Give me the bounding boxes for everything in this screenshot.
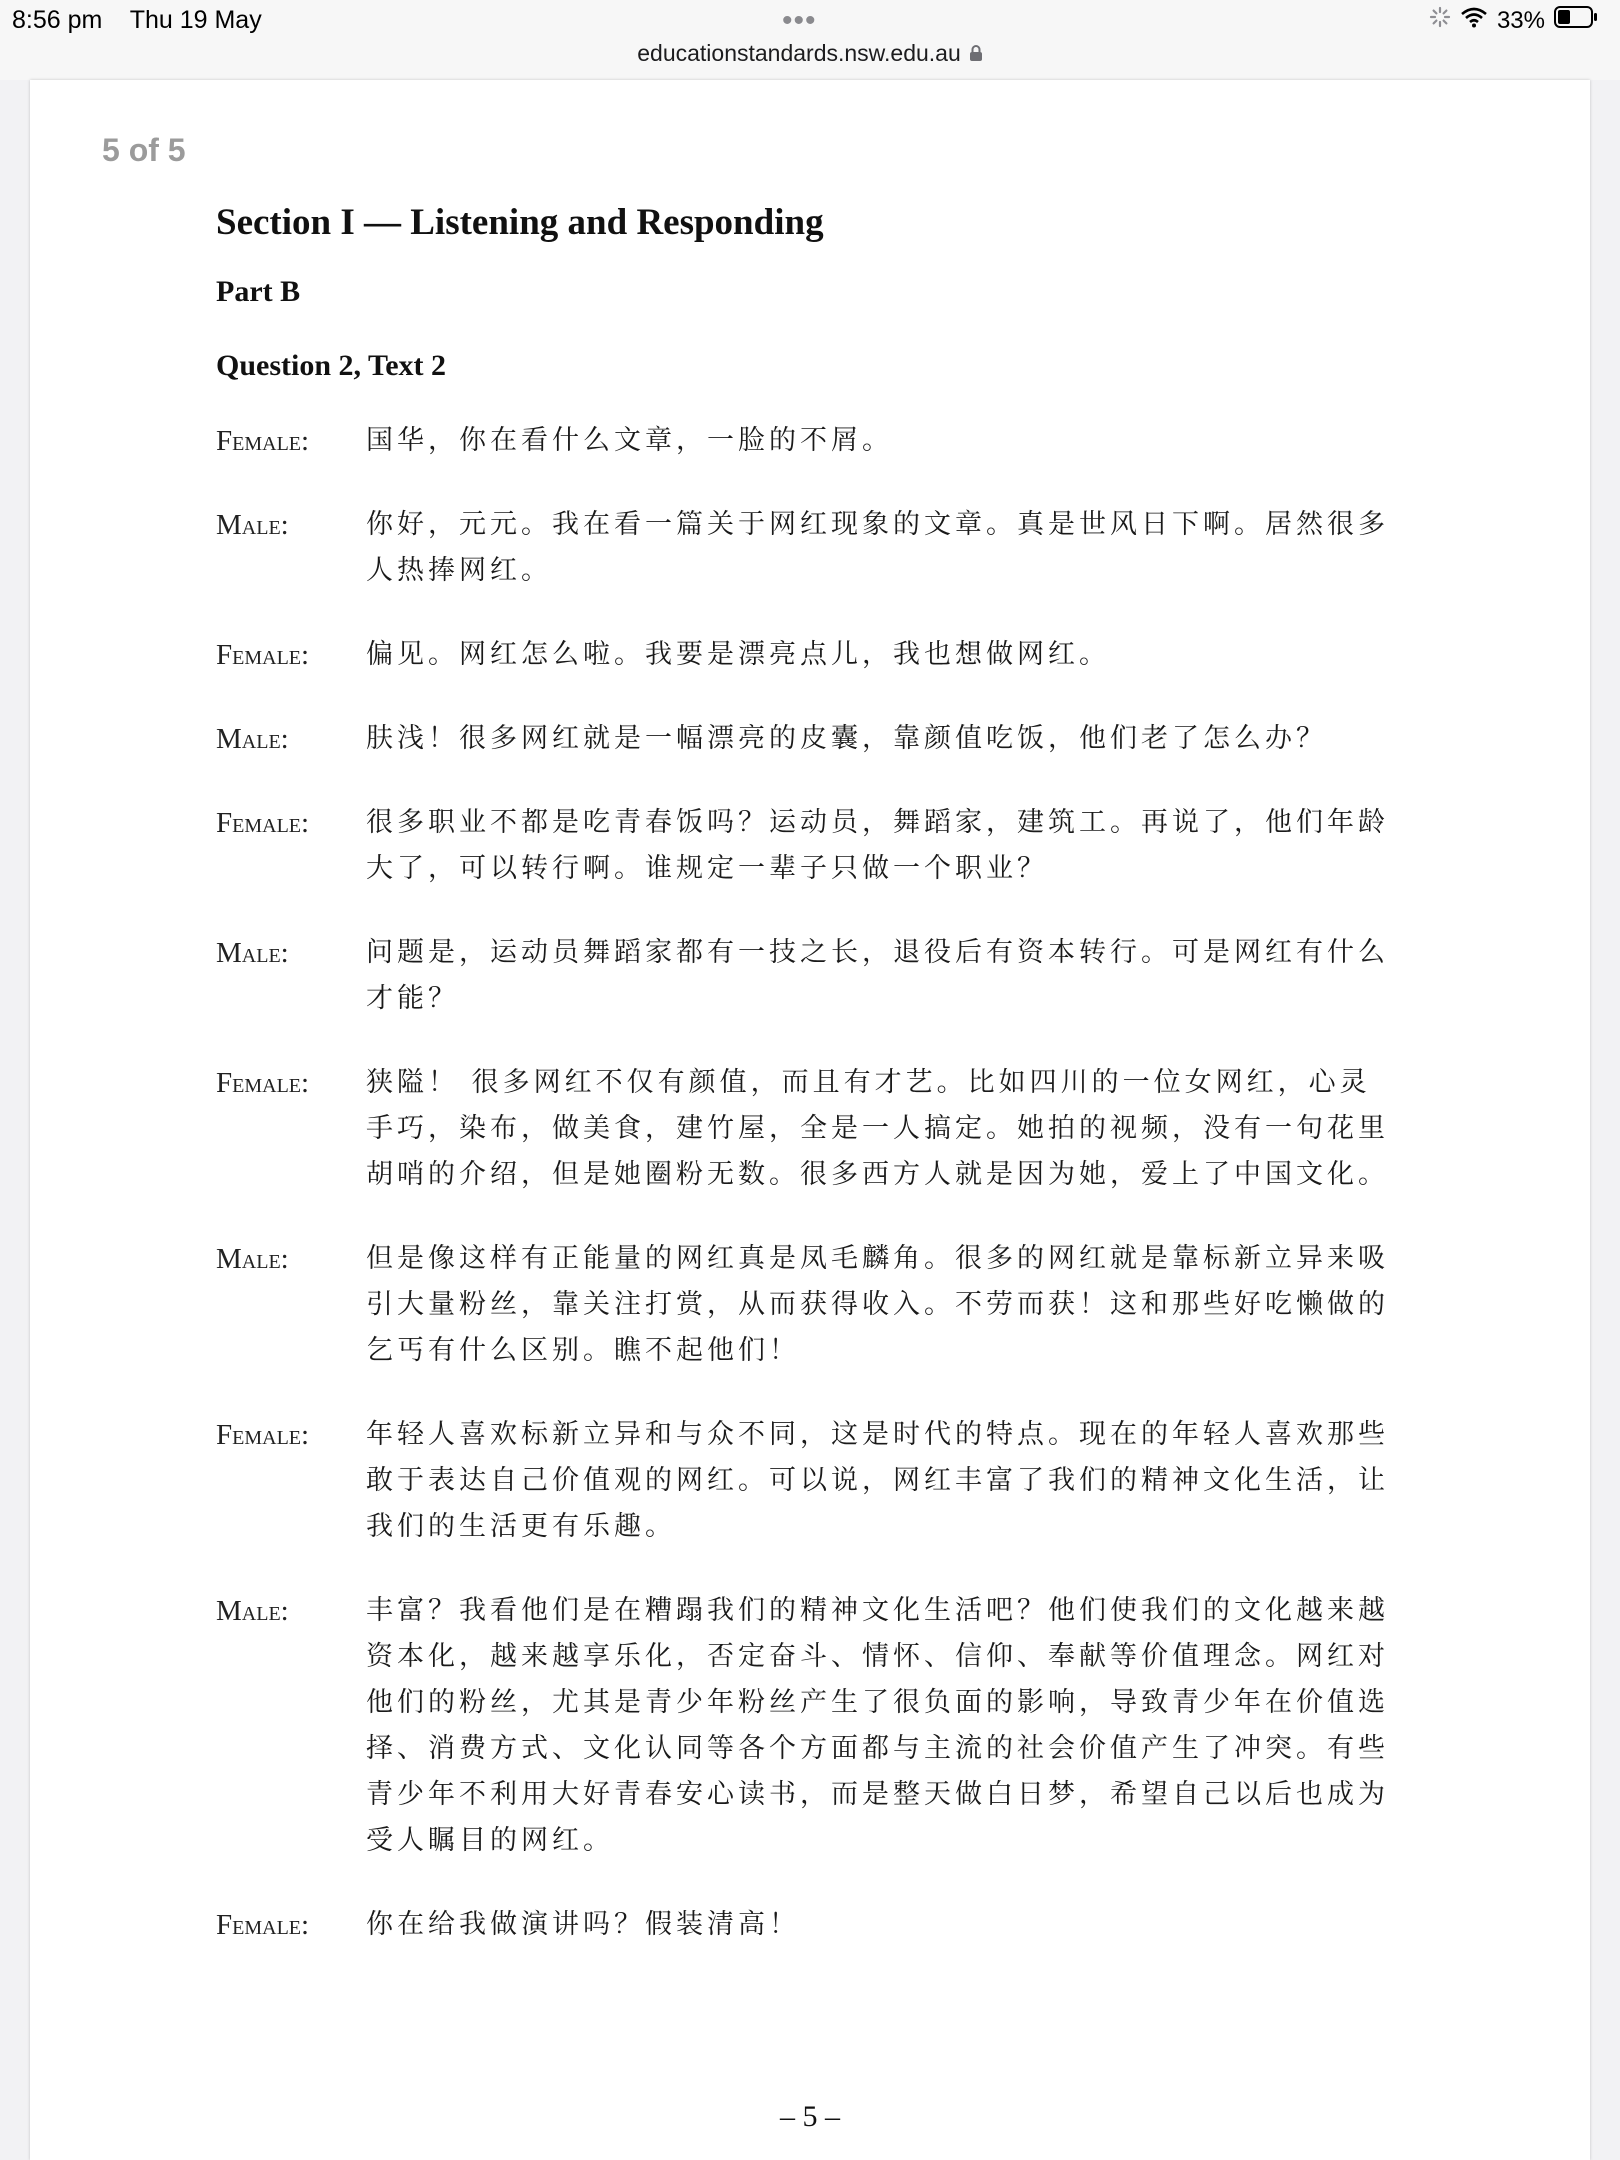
dialogue-text: 很多职业不都是吃青春饭吗？运动员，舞蹈家，建筑工。再说了，他们年龄大了，可以转行啊。谁规定一辈子只做一个职业？ <box>366 807 1389 884</box>
dialogue-text: 你在给我做演讲吗？假装清高！ <box>366 1909 800 1940</box>
page-number: – 5 – <box>780 2100 840 2133</box>
speaker-label: Female: <box>216 807 310 839</box>
dialogue-text: 问题是，运动员舞蹈家都有一技之长，退役后有资本转行。可是网红有什么才能？ <box>366 937 1389 1014</box>
speaker-label: Female: <box>216 1909 310 1941</box>
dialogue-turn <box>216 1588 1436 1864</box>
speaker-label: Male: <box>216 937 289 969</box>
speaker-label: Male: <box>216 509 289 541</box>
lock-icon <box>969 41 983 68</box>
part-heading: Part B <box>216 275 301 308</box>
speaker-label: Female: <box>216 1067 310 1099</box>
dialogue-text: 丰富？我看他们是在糟蹋我们的精神文化生活吧？他们使我们的文化越来越资本化，越来越享乐化，否定奋斗、情怀、信仰、奉献等价值理念。网红对他们的粉丝，尤其是青少年粉丝产生了很负面的影响，导致青少年在价值选择、消费方式、文化认同等各个方面都与主流的社会价值产生了冲突。有些青少年不利用大好青春安心读书，而是整天做白日梦，希望自己以后也成为受人瞩目的网红。 <box>366 1595 1389 1856</box>
wifi-icon <box>1460 6 1488 35</box>
status-time <box>12 6 262 35</box>
speaker-label: Female: <box>216 639 310 671</box>
dialogue-turn <box>216 800 1436 892</box>
url-text: educationstandards.nsw.edu.au <box>637 40 961 66</box>
address-bar[interactable] <box>0 40 1620 68</box>
dialogue-turn <box>216 716 1436 762</box>
dialogue-text: 你好，元元。我在看一篇关于网红现象的文章。真是世风日下啊。居然很多人热捧网红。 <box>366 509 1389 586</box>
dialogue-turn <box>216 1902 1436 1948</box>
dialogue-turn <box>216 1236 1436 1374</box>
dialogue-turn <box>216 418 1436 464</box>
dialogue-text: 但是像这样有正能量的网红真是凤毛麟角。很多的网红就是靠标新立异来吸引大量粉丝，靠关注打赏，从而获得收入。不劳而获！这和那些好吃懒做的乞丐有什么区别。瞧不起他们！ <box>366 1243 1389 1366</box>
battery-percent: 33% <box>1496 6 1545 34</box>
document-body <box>216 200 1436 1986</box>
more-options-icon[interactable]: ••• <box>782 4 817 37</box>
dialogue-turn <box>216 632 1436 678</box>
dialogue-turn <box>216 1060 1436 1198</box>
speaker-label: Female: <box>216 1419 310 1451</box>
speaker-label: Female: <box>216 425 310 457</box>
dialogue-text: 偏见。网红怎么啦。我要是漂亮点儿，我也想做网红。 <box>366 639 1110 670</box>
loading-icon <box>1429 6 1451 35</box>
section-title: Section I — Listening and Responding <box>216 202 824 243</box>
speaker-label: Male: <box>216 723 289 755</box>
dialogue <box>216 418 1436 1948</box>
dialogue-text: 国华，你在看什么文章，一脸的不屑。 <box>366 425 893 456</box>
dialogue-turn <box>216 1412 1436 1550</box>
page-indicator: 5 of 5 <box>102 132 186 168</box>
speaker-label: Male: <box>216 1243 289 1275</box>
speaker-label: Male: <box>216 1595 289 1627</box>
battery-icon <box>1554 6 1598 35</box>
clock: 8:56 pm <box>12 6 103 34</box>
dialogue-text: 肤浅！很多网红就是一幅漂亮的皮囊，靠颜值吃饭，他们老了怎么办？ <box>366 723 1327 754</box>
date: Thu 19 May <box>129 6 262 34</box>
dialogue-text: 狭隘！ 很多网红不仅有颜值，而且有才艺。比如四川的一位女网红，心灵手巧，染布，做美食，建竹屋，全是一人搞定。她拍的视频，没有一句花里胡哨的介绍，但是她圈粉无数。很多西方人就是因为她，爱上了中国文化。 <box>366 1067 1389 1190</box>
status-right <box>1429 6 1598 35</box>
pdf-page <box>30 80 1590 2160</box>
status-bar <box>0 0 1620 80</box>
dialogue-turn <box>216 930 1436 1022</box>
dialogue-turn <box>216 502 1436 594</box>
dialogue-text: 年轻人喜欢标新立异和与众不同，这是时代的特点。现在的年轻人喜欢那些敢于表达自己价值观的网红。可以说，网红丰富了我们的精神文化生活，让我们的生活更有乐趣。 <box>366 1419 1389 1542</box>
question-heading: Question 2, Text 2 <box>216 349 447 382</box>
